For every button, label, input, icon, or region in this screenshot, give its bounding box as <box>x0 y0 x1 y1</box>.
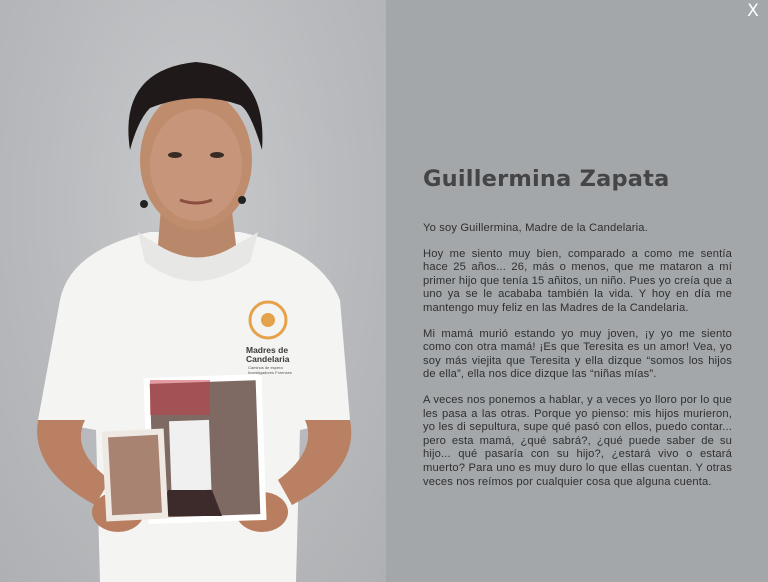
shirt-logo-text-4: Investigadores Forenses <box>248 370 292 375</box>
close-button[interactable]: X <box>747 1 759 21</box>
shirt-logo-text-1: Madres de <box>246 345 289 355</box>
shirt-logo-text-2: Candelaria <box>246 354 290 364</box>
person-name-heading: Guillermina Zapata <box>423 166 670 192</box>
bio-paragraph-3: Mi mamá murió estando yo muy joven, ¡y yo me siento como con otra mamá! ¡Es que Teresita es un amor! Vea, yo soy más viejita que Teresita y ella dizque “somos los hijos de ella”, ella nos dice dizque las “niñas mías”. <box>423 327 732 381</box>
shirt-logo-text-3: Caminos de espera <box>248 365 283 370</box>
bio-paragraph-2: Hoy me siento muy bien, comparado a como me sentía hace 25 años... 26, más o menos, que me mataron a mí primer hijo que tenía 15 añitos, un niño. Pues yo creía que a uno ya se le acababa también la vida. Y hoy en día me mantengo muy feliz en las Madres de la Candelaria. <box>423 247 732 314</box>
bio-panel <box>386 0 768 582</box>
bio-text <box>423 222 732 501</box>
bio-paragraph-4: A veces nos ponemos a hablar, y a veces yo lloro por lo que les pasa a las otras. Porque yo pienso: mis hijos murieron, yo les di sepultura, supe qué pasó con ellos, puedo contar... pero esta mamá, ¿qué sabrá?, ¿qué puede saber de su hijo... qué pasaría con su hijo?, ¿estará vivo o estará muerto? Para uno es muy duro lo que ellas cuentan. Y otras veces nos reímos por cualquier cosa que alguna cuenta. <box>423 393 732 488</box>
bio-paragraph-1: Yo soy Guillermina, Madre de la Candelaria. <box>423 222 648 234</box>
